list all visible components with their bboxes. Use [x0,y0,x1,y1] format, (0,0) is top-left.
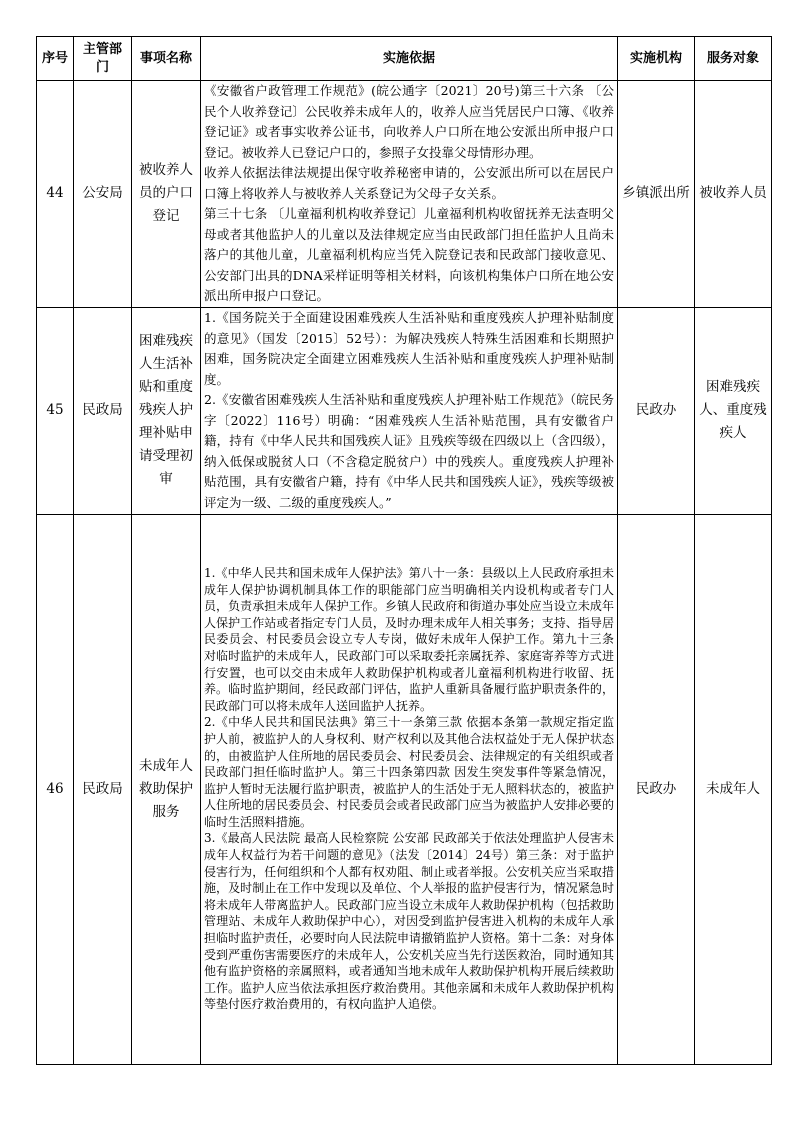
header-name: 事项名称 [132,37,201,81]
row-dept: 民政局 [74,307,132,514]
row-num: 45 [37,307,74,514]
table-row [37,514,772,1064]
header-inst: 实施机构 [618,37,695,81]
row-basis [201,307,618,514]
basis-paragraph: 1.《中华人民共和国未成年人保护法》第八十一条：县级以上人民政府承担未成年人保护协调机制具体工作的职能部门应当明确相关内设机构或者专门人员，负责承担未成年人保护工作。乡镇人民政府和街道办事处应当设立未成年人保护工作站或者指定专门人员，及时办理未成年人相关事务；支持、指导居民委员会、村民委员会设立专人专岗，做好未成年人保护工作。第九十三条 对临时监护的未成年人，民政部门可以采取委托亲属抚养、家庭寄养等方式进行安置，也可以交由未成年人救助保护机构或者儿童福利机构进行收留、抚养。临时监护期间，经民政部门评估，监护人重新具备履行监护职责条件的，民政部门可以将未成年人送回监护人抚养。 [204,565,614,713]
basis-paragraph: 《安徽省户政管理工作规范》(皖公通字〔2021〕20号)第三十六条 〔公民个人收养登记〕公民收养未成年人的，收养人应当凭居民户口簿、《收养登记证》或者事实收养公证书，向收养人户口所在地公安派出所申报户口登记。被收养人已登记户口的，参照子女投靠父母情形办理。 [204,83,614,160]
row-name: 困难残疾人生活补贴和重度残疾人护理补贴申请受理初审 [132,307,201,514]
row-target: 未成年人 [695,514,772,1064]
header-dept: 主管部门 [74,37,132,81]
row-target: 被收养人员 [695,81,772,308]
header-basis: 实施依据 [201,37,618,81]
row-num: 44 [37,81,74,308]
row-inst: 民政办 [618,307,695,514]
header-num: 序号 [37,37,74,81]
basis-paragraph: 2.《中华人民共和国民法典》第三十一条第三款 依据本条第一款规定指定监护人前，被监护人的人身权利、财产权利以及其他合法权益处于无人保护状态的，由被监护人住所地的居民委员会、村民委员会、法律规定的有关组织或者民政部门担任临时监护人。第三十四条第四款 因发生突发事件等紧急情况，监护人暂时无法履行监护职责，被监护人的生活处于无人照料状态的，被监护人住所地的居民委员会、村民委员会或者民政部门应当为被监护人安排必要的临时生活照料措施。 [204,715,614,829]
table-row [37,307,772,514]
row-dept: 民政局 [74,514,132,1064]
service-table [36,36,772,1065]
basis-paragraph: 第三十七条 〔儿童福利机构收养登记〕儿童福利机构收留抚养无法查明父母或者其他监护人的儿童以及法律规定应当由民政部门担任监护人且尚未落户的其他儿童，儿童福利机构应当凭入院登记表和民政部门接收意见、公安部门出具的DNA采样证明等相关材料，向该机构集体户口所在地公安派出所申报户口登记。 [204,206,614,303]
row-inst: 乡镇派出所 [618,81,695,308]
row-num: 46 [37,514,74,1064]
table-header-row [37,37,772,81]
basis-paragraph: 收养人依据法律法规提出保守收养秘密申请的，公安派出所可以在居民户口簿上将收养人与被收养人关系登记为父母子女关系。 [204,165,614,201]
row-name: 被收养人员的户口登记 [132,81,201,308]
basis-paragraph: 1.《国务院关于全面建设困难残疾人生活补贴和重度残疾人护理补贴制度的意见》（国发〔2015〕52号）：为解决残疾人特殊生活困难和长期照护困难，国务院决定全面建立困难残疾人生活补贴和重度残疾人护理补贴制度。 [204,310,614,387]
row-basis [201,514,618,1064]
table-row [37,81,772,308]
row-inst: 民政办 [618,514,695,1064]
row-target: 困难残疾人、重度残疾人 [695,307,772,514]
row-basis [201,81,618,308]
row-dept: 公安局 [74,81,132,308]
header-target: 服务对象 [695,37,772,81]
basis-paragraph: 2.《安徽省困难残疾人生活补贴和重度残疾人护理补贴工作规范》（皖民务字〔2022〕116号）明确：“困难残疾人生活补贴范围，具有安徽省户籍，持有《中华人民共和国残疾人证》且残疾等级在四级以上（含四级），纳入低保或脱贫人口（不含稳定脱贫户）中的残疾人。重度残疾人护理补贴范围，具有安徽省户籍，持有《中华人民共和国残疾人证》，残疾等级被评定为一级、二级的重度残疾人。” [204,392,614,510]
row-name: 未成年人救助保护服务 [132,514,201,1064]
basis-paragraph: 3.《最高人民法院 最高人民检察院 公安部 民政部关于依法处理监护人侵害未成年人权益行为若干问题的意见》（法发〔2014〕24号）第三条：对于监护侵害行为，任何组织和个人都有权劝阻、制止或者举报。公安机关应当采取措施，及时制止在工作中发现以及单位、个人举报的监护侵害行为，情况紧急时将未成年人带离监护人。民政部门应当设立未成年人救助保护机构（包括救助管理站、未成年人救助保护中心），对因受到监护侵害进入机构的未成年人承担临时监护责任，必要时向人民法院申请撤销监护人资格。第十二条：对身体受到严重伤害需要医疗的未成年人，公安机关应当先行送医救治，同时通知其他有监护资格的亲属照料，或者通知当地未成年人救助保护机构开展后续救助工作。监护人应当依法承担医疗救治费用。其他亲属和未成年人救助保护机构等垫付医疗救治费用的，有权向监护人追偿。 [204,831,614,1012]
